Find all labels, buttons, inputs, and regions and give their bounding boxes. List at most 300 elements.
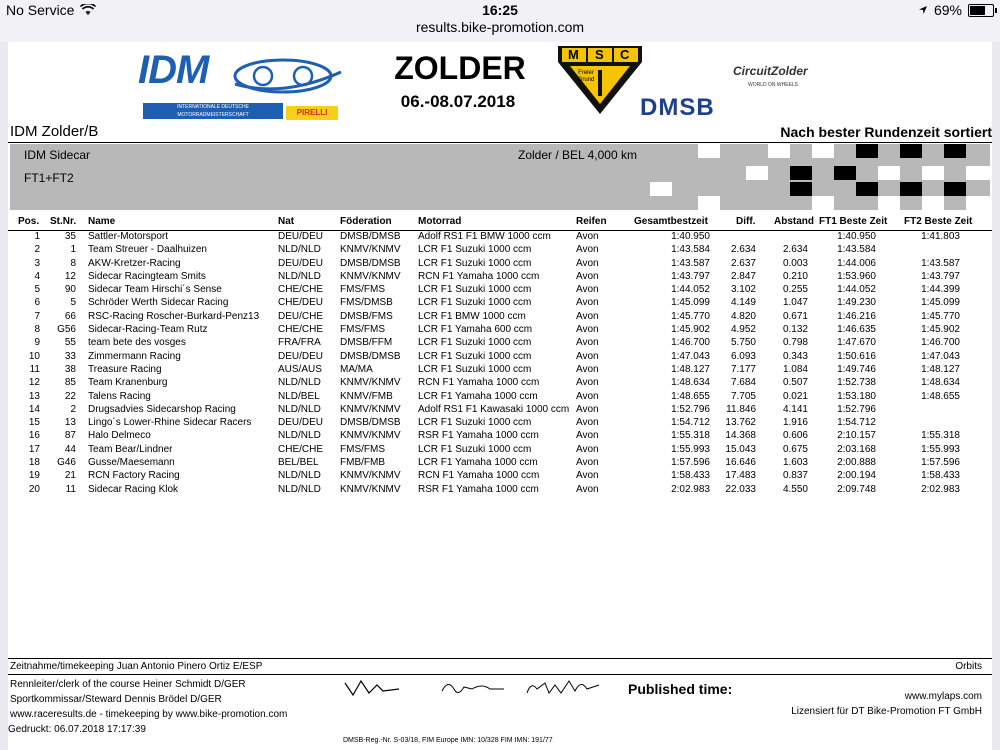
- cell-start-number: 66: [64, 310, 76, 322]
- cell-nat: NLD/NLD: [278, 470, 321, 482]
- msc-letter-m: M: [568, 47, 579, 62]
- col-start-number: St.Nr.: [50, 216, 77, 227]
- cell-start-number: 33: [64, 350, 76, 362]
- cell-gap: 0.671: [782, 310, 808, 322]
- cell-diff: 2.634: [730, 244, 756, 256]
- cell-nat: DEU/DEU: [278, 350, 324, 362]
- cell-nat: AUS/AUS: [278, 363, 322, 375]
- cell-name: Team Bear/Lindner: [88, 443, 173, 455]
- cell-tyre: Avon: [576, 231, 599, 242]
- cell-ft1-best: 1:46.635: [837, 324, 876, 336]
- cell-nat: CHE/CHE: [278, 324, 324, 336]
- cell-federation: FMS/FMS: [340, 443, 385, 455]
- cell-gap: 0.606: [782, 430, 808, 442]
- table-row: [8, 364, 992, 377]
- timekeeping-line: Zeitnahme/timekeeping Juan Antonio Pinero Ortiz E/ESP: [10, 661, 263, 672]
- cell-diff: 6.093: [730, 350, 756, 362]
- table-row: [8, 337, 992, 350]
- cell-diff: 7.705: [730, 390, 756, 402]
- cell-ft1-best: 1:43.584: [837, 244, 876, 256]
- cell-gap: 0.255: [782, 284, 808, 296]
- cell-ft1-best: 2:10.157: [837, 430, 876, 442]
- cell-tyre: Avon: [576, 390, 599, 402]
- cell-ft1-best: 1:50.616: [837, 350, 876, 362]
- cell-name: Zimmermann Racing: [88, 350, 181, 362]
- cell-tyre: Avon: [576, 270, 599, 282]
- table-row: [8, 391, 992, 404]
- cell-pos: 14: [28, 403, 40, 415]
- col-best-time: Gesamtbestzeit: [634, 216, 708, 227]
- cell-federation: DMSB/FFM: [340, 337, 393, 349]
- cell-start-number: 87: [64, 430, 76, 442]
- cell-federation: KNMV/KNMV: [340, 430, 401, 442]
- cell-name: Sidecar-Racing-Team Rutz: [88, 324, 208, 336]
- col-name: Name: [88, 216, 116, 227]
- cell-ft2-best: 1:45.099: [921, 297, 960, 309]
- col-ft1-best: FT1 Beste Zeit: [819, 216, 888, 227]
- msc-letter-c: C: [620, 47, 630, 62]
- cell-name: Gusse/Maesemann: [88, 457, 175, 469]
- clock: 16:25: [482, 2, 518, 18]
- cell-ft2-best: 1:55.318: [921, 430, 960, 442]
- cell-federation: KNMV/KNMV: [340, 483, 401, 495]
- motorcycle-swoosh-icon: [233, 54, 343, 98]
- col-pos: Pos.: [18, 216, 40, 227]
- mylaps-link[interactable]: www.mylaps.com: [904, 691, 982, 702]
- cell-name: Treasure Racing: [88, 363, 162, 375]
- cell-ft2-best: 1:55.993: [921, 443, 960, 455]
- table-row: [8, 417, 992, 430]
- sort-order-label: Nach bester Rundenzeit sortiert: [780, 124, 992, 140]
- document-footer: [8, 658, 992, 750]
- cell-tyre: Avon: [576, 403, 599, 415]
- cell-federation: KNMV/KNMV: [340, 377, 401, 389]
- pirelli-logo: PIRELLI: [286, 106, 338, 120]
- cell-start-number: 55: [64, 337, 76, 349]
- cell-diff: 3.102: [730, 284, 756, 296]
- cell-tyre: Avon: [576, 297, 599, 309]
- cell-name: Talens Racing: [88, 390, 151, 402]
- cell-motorbike: LCR F1 Suzuki 1000 ccm: [418, 443, 532, 455]
- signature-timekeeper: [523, 675, 603, 701]
- cell-best-time: 1:57.596: [671, 457, 710, 469]
- cell-gap: 0.003: [782, 257, 808, 269]
- cell-ft1-best: 1:53.180: [837, 390, 876, 402]
- cell-motorbike: RCN F1 Yamaha 1000 ccm: [418, 470, 540, 482]
- cell-motorbike: LCR F1 Suzuki 1000 ccm: [418, 417, 532, 429]
- battery-status: [918, 2, 994, 18]
- table-row: [8, 351, 992, 364]
- cell-gap: 0.837: [782, 470, 808, 482]
- cell-ft2-best: 1:43.587: [921, 257, 960, 269]
- cell-tyre: Avon: [576, 430, 599, 442]
- cell-ft2-best: 1:48.655: [921, 390, 960, 402]
- table-row: [8, 470, 992, 483]
- cell-start-number: G46: [57, 457, 76, 469]
- cell-motorbike: LCR F1 Suzuki 1000 ccm: [418, 257, 532, 269]
- cell-gap: 0.675: [782, 443, 808, 455]
- cell-tyre: Avon: [576, 377, 599, 389]
- cell-best-time: 1:48.655: [671, 390, 710, 402]
- cell-tyre: Avon: [576, 443, 599, 455]
- cell-federation: KNMV/KNMV: [340, 403, 401, 415]
- cell-nat: DEU/DEU: [278, 417, 324, 429]
- cell-name: Sidecar Racingteam Smits: [88, 270, 206, 282]
- cell-motorbike: RSR F1 Yamaha 1000 ccm: [418, 430, 539, 442]
- orbits-label: Orbits: [955, 661, 982, 672]
- cell-diff: 11.846: [726, 403, 756, 415]
- address-bar-url[interactable]: results.bike-promotion.com: [415, 19, 585, 35]
- cell-pos: 12: [28, 377, 40, 389]
- cell-ft1-best: 1:40.950: [837, 231, 876, 242]
- cell-ft2-best: 1:43.797: [921, 270, 960, 282]
- cell-motorbike: LCR F1 BMW 1000 ccm: [418, 310, 526, 322]
- cell-federation: FMB/FMB: [340, 457, 385, 469]
- cell-ft1-best: 1:49.230: [837, 297, 876, 309]
- cell-nat: NLD/BEL: [278, 390, 320, 402]
- cell-gap: 4.141: [782, 403, 808, 415]
- cell-nat: CHE/CHE: [278, 284, 324, 296]
- cell-pos: 11: [29, 363, 40, 375]
- cell-name: Drugsadvies Sidecarshop Racing: [88, 403, 236, 415]
- cell-nat: NLD/NLD: [278, 403, 321, 415]
- cell-name: AKW-Kretzer-Racing: [88, 257, 181, 269]
- cell-best-time: 1:58.433: [671, 470, 710, 482]
- cell-tyre: Avon: [576, 324, 599, 336]
- table-row: [8, 231, 992, 244]
- cell-motorbike: LCR F1 Suzuki 1000 ccm: [418, 244, 532, 256]
- cell-motorbike: LCR F1 Yamaha 1000 ccm: [418, 390, 538, 402]
- cell-start-number: G56: [57, 324, 76, 336]
- cell-start-number: 5: [70, 297, 76, 309]
- cell-best-time: 1:43.797: [671, 270, 710, 282]
- cell-motorbike: LCR F1 Yamaha 1000 ccm: [418, 457, 538, 469]
- cell-tyre: Avon: [576, 310, 599, 322]
- cell-nat: NLD/NLD: [278, 430, 321, 442]
- cell-pos: 2: [34, 244, 40, 256]
- cell-gap: 0.798: [782, 337, 808, 349]
- cell-gap: 0.343: [782, 350, 808, 362]
- cell-pos: 16: [28, 430, 40, 442]
- cell-best-time: 1:54.712: [671, 417, 710, 429]
- table-row: [8, 284, 992, 297]
- cell-ft1-best: 1:44.052: [837, 284, 876, 296]
- cell-start-number: 90: [64, 284, 76, 296]
- dmsb-registration: DMSB-Reg.-Nr. S-03/18, FIM Europe IMN: 10/328 FIM IMN: 191/77: [343, 737, 553, 744]
- session-name: FT1+FT2: [24, 171, 74, 185]
- cell-best-time: 1:55.993: [671, 443, 710, 455]
- printed-timestamp: Gedruckt: 06.07.2018 17:17:39: [8, 724, 146, 735]
- table-row: [8, 324, 992, 337]
- cell-start-number: 13: [64, 417, 76, 429]
- cell-start-number: 22: [64, 390, 76, 402]
- cell-gap: 2.634: [782, 244, 808, 256]
- cell-motorbike: RCN F1 Yamaha 1000 ccm: [418, 377, 540, 389]
- cell-ft1-best: 2:03.168: [837, 443, 876, 455]
- cell-tyre: Avon: [576, 417, 599, 429]
- cell-ft2-best: 1:57.596: [921, 457, 960, 469]
- cell-best-time: 1:46.700: [671, 337, 710, 349]
- idm-logo-text: IDM: [138, 48, 209, 92]
- cell-motorbike: LCR F1 Suzuki 1000 ccm: [418, 297, 532, 309]
- cell-diff: 13.762: [725, 417, 756, 429]
- cell-tyre: Avon: [576, 337, 599, 349]
- cell-federation: KNMV/KNMV: [340, 270, 401, 282]
- cell-ft1-best: 1:52.738: [837, 377, 876, 389]
- cell-ft2-best: 1:45.902: [921, 324, 960, 336]
- dmsb-logo: DMSB: [640, 94, 715, 121]
- published-time-label: Published time:: [628, 681, 733, 697]
- cell-ft2-best: 1:48.634: [921, 377, 960, 389]
- cell-tyre: Avon: [576, 470, 599, 482]
- table-row: [8, 377, 992, 390]
- class-name: IDM Sidecar: [24, 148, 91, 162]
- cell-start-number: 38: [64, 363, 76, 375]
- cell-tyre: Avon: [576, 457, 599, 469]
- cell-motorbike: Adolf RS1 F1 Kawasaki 1000 ccm: [418, 403, 570, 415]
- col-ft2-best: FT2 Beste Zeit: [904, 216, 973, 227]
- cell-name: RSC-Racing Roscher-Burkard-Penz13: [88, 310, 260, 322]
- cell-start-number: 11: [65, 483, 76, 495]
- cell-federation: DMSB/DMSB: [340, 417, 401, 429]
- cell-gap: 1.047: [782, 297, 808, 309]
- cell-ft1-best: 2:00.888: [837, 457, 876, 469]
- table-row: [8, 271, 992, 284]
- cell-diff: 4.952: [730, 324, 756, 336]
- cell-ft1-best: 2:00.194: [837, 470, 876, 482]
- table-row: [8, 444, 992, 457]
- cell-motorbike: RSR F1 Yamaha 1000 ccm: [418, 483, 539, 495]
- license-line: Lizensiert für DT Bike-Promotion FT GmbH: [791, 706, 982, 717]
- cell-nat: FRA/FRA: [278, 337, 321, 349]
- cell-name: Team Kranenburg: [88, 377, 168, 389]
- clerk-line: Rennleiter/clerk of the course Heiner Schmidt D/GER: [10, 679, 246, 690]
- cell-motorbike: LCR F1 Suzuki 1000 ccm: [418, 284, 532, 296]
- cell-start-number: 1: [70, 244, 76, 256]
- cell-ft1-best: 1:49.746: [837, 363, 876, 375]
- cell-diff: 4.820: [730, 310, 756, 322]
- cell-federation: FMS/DMSB: [340, 297, 393, 309]
- cell-tyre: Avon: [576, 363, 599, 375]
- cell-name: Lingo´s Lower-Rhine Sidecar Racers: [88, 417, 252, 429]
- cell-motorbike: LCR F1 Yamaha 600 ccm: [418, 324, 533, 336]
- cell-diff: 22.033: [725, 483, 756, 495]
- cell-diff: 5.750: [730, 337, 756, 349]
- ios-status-bar: [0, 0, 1000, 42]
- event-dates: 06.-08.07.2018: [400, 92, 516, 111]
- cell-nat: CHE/DEU: [278, 297, 324, 309]
- cell-nat: CHE/CHE: [278, 443, 324, 455]
- cell-best-time: 1:48.127: [671, 363, 710, 375]
- cell-ft1-best: 1:46.216: [837, 310, 876, 322]
- document-title: IDM Zolder/B: [10, 123, 99, 140]
- cell-ft1-best: 1:53.960: [837, 270, 876, 282]
- cell-motorbike: LCR F1 Suzuki 1000 ccm: [418, 350, 532, 362]
- cell-motorbike: RCN F1 Yamaha 1000 ccm: [418, 270, 540, 282]
- cell-tyre: Avon: [576, 483, 599, 495]
- cell-ft2-best: 1:44.399: [921, 284, 960, 296]
- cell-federation: DMSB/DMSB: [340, 231, 401, 242]
- cell-federation: DMSB/DMSB: [340, 350, 401, 362]
- cell-name: Team Streuer - Daalhuizen: [88, 244, 207, 256]
- cell-best-time: 1:44.052: [671, 284, 710, 296]
- col-federation: Föderation: [340, 216, 392, 227]
- cell-diff: 16.646: [725, 457, 756, 469]
- cell-motorbike: LCR F1 Suzuki 1000 ccm: [418, 337, 532, 349]
- cell-diff: 2.637: [730, 257, 756, 269]
- cell-best-time: 1:48.634: [671, 377, 710, 389]
- cell-tyre: Avon: [576, 257, 599, 269]
- cell-gap: 1.603: [782, 457, 808, 469]
- cell-best-time: 1:45.770: [671, 310, 710, 322]
- cell-diff: 4.149: [730, 297, 756, 309]
- cell-best-time: 1:47.043: [671, 350, 710, 362]
- cell-diff: 15.043: [725, 443, 756, 455]
- col-diff: Diff.: [736, 216, 756, 227]
- cell-ft1-best: 1:47.670: [837, 337, 876, 349]
- cell-pos: 1: [34, 231, 40, 242]
- session-info-band: [10, 144, 990, 210]
- cell-ft2-best: 1:58.433: [921, 470, 960, 482]
- signature-steward: [438, 675, 508, 701]
- cell-pos: 15: [28, 417, 40, 429]
- cell-federation: DMSB/FMS: [340, 310, 393, 322]
- cell-ft2-best: 1:46.700: [921, 337, 960, 349]
- cell-federation: KNMV/FMB: [340, 390, 393, 402]
- cell-gap: 4.550: [782, 483, 808, 495]
- cell-tyre: Avon: [576, 350, 599, 362]
- cell-best-time: 1:40.950: [671, 231, 710, 242]
- cell-gap: 0.132: [782, 324, 808, 336]
- cell-pos: 3: [34, 257, 40, 269]
- cell-pos: 10: [28, 350, 40, 362]
- cell-start-number: 8: [70, 257, 76, 269]
- cell-pos: 19: [28, 470, 40, 482]
- cell-motorbike: LCR F1 Suzuki 1000 ccm: [418, 363, 532, 375]
- cell-pos: 17: [28, 443, 40, 455]
- col-gap: Abstand: [774, 216, 814, 227]
- cell-ft1-best: 1:54.712: [837, 417, 876, 429]
- cell-nat: NLD/NLD: [278, 244, 321, 256]
- cell-federation: FMS/FMS: [340, 284, 385, 296]
- cell-federation: KNMV/KNMV: [340, 470, 401, 482]
- signature-clerk: [343, 675, 403, 701]
- carrier-label: No Service: [6, 2, 75, 18]
- cell-gap: 1.916: [782, 417, 808, 429]
- cell-ft2-best: 1:48.127: [921, 363, 960, 375]
- cell-best-time: 1:52.796: [671, 403, 710, 415]
- document-title-row: [8, 122, 992, 143]
- cell-nat: BEL/BEL: [278, 457, 319, 469]
- cell-name: Schröder Werth Sidecar Racing: [88, 297, 229, 309]
- cell-start-number: 2: [70, 403, 76, 415]
- table-row: [8, 457, 992, 470]
- cell-nat: NLD/NLD: [278, 377, 321, 389]
- location-arrow-icon: [918, 5, 928, 15]
- col-motorbike: Motorrad: [418, 216, 462, 227]
- table-header: [8, 216, 992, 231]
- cell-gap: 1.084: [782, 363, 808, 375]
- website-line: www.raceresults.de - timekeeping by www.bike-promotion.com: [10, 709, 288, 720]
- cell-gap: 0.021: [782, 390, 808, 402]
- msc-subtitle: Freier Grund: [577, 70, 595, 83]
- cell-federation: MA/MA: [340, 363, 373, 375]
- table-row: [8, 404, 992, 417]
- event-name: ZOLDER: [394, 50, 526, 86]
- cell-pos: 20: [28, 483, 40, 495]
- table-row: [8, 258, 992, 271]
- table-row: [8, 297, 992, 310]
- table-row: [8, 311, 992, 324]
- cell-name: team bete des vosges: [88, 337, 186, 349]
- cell-pos: 18: [28, 457, 40, 469]
- idm-subtitle-banner: INTERNATIONALE DEUTSCHE MOTORRADMEISTERSCHAFT: [143, 103, 283, 119]
- table-row: [8, 430, 992, 443]
- cell-name: Halo Delmeco: [88, 430, 151, 442]
- cell-diff: 14.368: [725, 430, 756, 442]
- checkered-flag-icon: [640, 144, 990, 210]
- table-row: [8, 244, 992, 257]
- cell-ft1-best: 1:52.796: [837, 403, 876, 415]
- circuit-zolder-tagline: WORLD ON WHEELS: [748, 82, 799, 88]
- cell-best-time: 1:43.584: [671, 244, 710, 256]
- table-body: [8, 231, 992, 497]
- cell-ft2-best: 1:47.043: [921, 350, 960, 362]
- cell-start-number: 85: [64, 377, 76, 389]
- idm-logo: [138, 48, 343, 120]
- cell-pos: 6: [34, 297, 40, 309]
- cell-pos: 4: [34, 270, 40, 282]
- cell-pos: 8: [34, 324, 40, 336]
- cell-start-number: 35: [64, 231, 76, 242]
- track-info: Zolder / BEL 4,000 km: [518, 148, 637, 162]
- cell-diff: 7.177: [730, 363, 756, 375]
- cell-motorbike: Adolf RS1 F1 BMW 1000 ccm: [418, 231, 551, 242]
- cell-nat: NLD/NLD: [278, 483, 321, 495]
- cell-best-time: 1:55.318: [671, 430, 710, 442]
- cell-ft2-best: 1:45.770: [921, 310, 960, 322]
- cell-nat: DEU/DEU: [278, 257, 324, 269]
- msc-logo: [556, 44, 644, 116]
- cell-name: Sidecar Racing Klok: [88, 483, 179, 495]
- msc-letter-s: S: [595, 47, 604, 62]
- cell-diff: 7.684: [730, 377, 756, 389]
- cell-pos: 9: [34, 337, 40, 349]
- cell-nat: DEU/CHE: [278, 310, 324, 322]
- cell-name: Sidecar Team Hirschi´s Sense: [88, 284, 222, 296]
- battery-icon: [968, 4, 994, 17]
- cell-pos: 7: [34, 310, 40, 322]
- cell-federation: KNMV/KNMV: [340, 244, 401, 256]
- cell-tyre: Avon: [576, 244, 599, 256]
- results-table: [8, 216, 992, 497]
- col-tyre: Reifen: [576, 216, 607, 227]
- results-document: [8, 42, 992, 750]
- cell-start-number: 21: [64, 470, 76, 482]
- cell-best-time: 1:45.902: [671, 324, 710, 336]
- circuit-zolder-logo: CircuitZolder: [733, 64, 808, 78]
- cell-federation: FMS/FMS: [340, 324, 385, 336]
- cell-pos: 5: [34, 284, 40, 296]
- cell-name: RCN Factory Racing: [88, 470, 180, 482]
- cell-best-time: 2:02.983: [671, 483, 710, 495]
- col-nat: Nat: [278, 216, 295, 227]
- cell-best-time: 1:43.587: [671, 257, 710, 269]
- cell-ft2-best: 1:41.803: [921, 231, 960, 242]
- cell-diff: 2.847: [730, 270, 756, 282]
- cell-gap: 0.507: [782, 377, 808, 389]
- cell-start-number: 12: [64, 270, 76, 282]
